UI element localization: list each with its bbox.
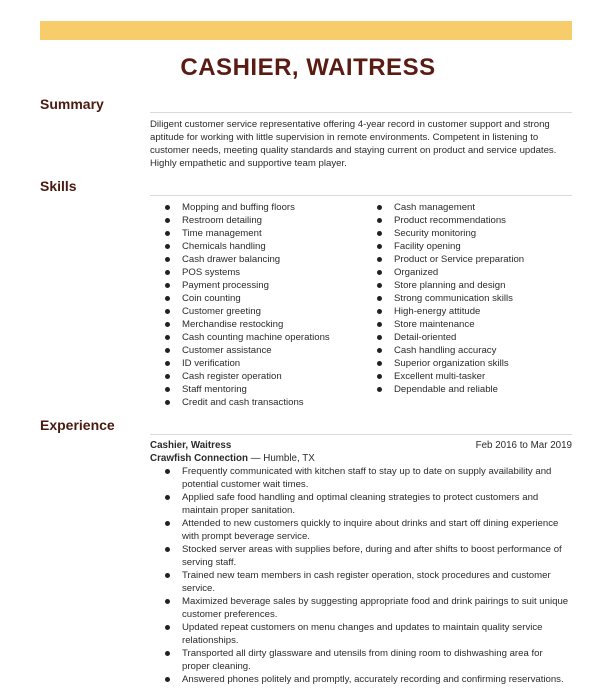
skill-item: Detail-oriented [377, 331, 524, 344]
skill-item: Cash management [377, 201, 524, 214]
duty-item: Stocked server areas with supplies before, during and after shifts to boost performance of serving staff. [165, 543, 570, 569]
skills-divider [150, 195, 572, 196]
skill-item: Product or Service preparation [377, 253, 524, 266]
skill-item: Merchandise restocking [165, 318, 330, 331]
skill-item: Cash register operation [165, 370, 330, 383]
employer-separator: — [250, 453, 261, 464]
duty-item: Trained new team members in cash register operation, stock procedures and customer service. [165, 569, 570, 595]
skill-item: Staff mentoring [165, 383, 330, 396]
skills-heading: Skills [40, 178, 77, 194]
skill-item: Organized [377, 266, 524, 279]
skill-item: Customer greeting [165, 305, 330, 318]
skill-item: Customer assistance [165, 344, 330, 357]
skill-item: Credit and cash transactions [165, 396, 330, 409]
resume-name: CASHIER, WAITRESS [180, 54, 436, 81]
skill-item: Store planning and design [377, 279, 524, 292]
experience-divider [150, 434, 572, 435]
skill-item: Excellent multi-tasker [377, 370, 524, 383]
skills-list-left [165, 201, 330, 409]
summary-heading: Summary [40, 96, 104, 112]
skill-item: Coin counting [165, 292, 330, 305]
job-dates: Feb 2016 to Mar 2019 [475, 440, 572, 451]
skill-item: Time management [165, 227, 330, 240]
duty-item: Attended to new customers quickly to inquire about drinks and start off dining experience with prompt beverage service. [165, 517, 570, 543]
header-accent-bar [40, 21, 572, 40]
job-title: Cashier, Waitress [150, 440, 232, 451]
skill-item: Store maintenance [377, 318, 524, 331]
duty-item: Transported all dirty glassware and utensils from dining room to dishwashing area for proper cleaning. [165, 647, 570, 673]
employer-line [150, 453, 315, 464]
skills-list-right [377, 201, 524, 396]
skill-item: Dependable and reliable [377, 383, 524, 396]
skill-item: Strong communication skills [377, 292, 524, 305]
skill-item: ID verification [165, 357, 330, 370]
summary-divider [150, 112, 572, 113]
skill-item: Facility opening [377, 240, 524, 253]
duty-item: Frequently communicated with kitchen staff to stay up to date on supply availability and potential customer wait times. [165, 465, 570, 491]
experience-heading: Experience [40, 417, 115, 433]
duty-item: Updated repeat customers on menu changes and updates to maintain quality service relationships. [165, 621, 570, 647]
duties-list [165, 465, 570, 686]
employer-name: Crawfish Connection [150, 453, 248, 464]
skill-item: Security monitoring [377, 227, 524, 240]
skill-item: Cash counting machine operations [165, 331, 330, 344]
skill-item: High-energy attitude [377, 305, 524, 318]
summary-text: Diligent customer service representative offering 4-year record in customer support and strong aptitude for working with little supervision in remote environments. Competent in listening to customer needs, meeting quality standards and staying current on product and service updates. Highly empathetic and supportive team player. [150, 119, 557, 169]
skill-item: Superior organization skills [377, 357, 524, 370]
skill-item: Product recommendations [377, 214, 524, 227]
skill-item: Restroom detailing [165, 214, 330, 227]
skill-item: Cash handling accuracy [377, 344, 524, 357]
skill-item: Chemicals handling [165, 240, 330, 253]
duty-item: Maximized beverage sales by suggesting appropriate food and drink pairings to suit unique customer preferences. [165, 595, 570, 621]
skill-item: POS systems [165, 266, 330, 279]
skill-item: Payment processing [165, 279, 330, 292]
duty-item: Applied safe food handling and optimal cleaning strategies to protect customers and maintain proper sanitation. [165, 491, 570, 517]
skill-item: Mopping and buffing floors [165, 201, 330, 214]
skill-item: Cash drawer balancing [165, 253, 330, 266]
duty-item: Answered phones politely and promptly, accurately recording and confirming reservations. [165, 673, 570, 686]
employer-location: Humble, TX [263, 453, 315, 464]
